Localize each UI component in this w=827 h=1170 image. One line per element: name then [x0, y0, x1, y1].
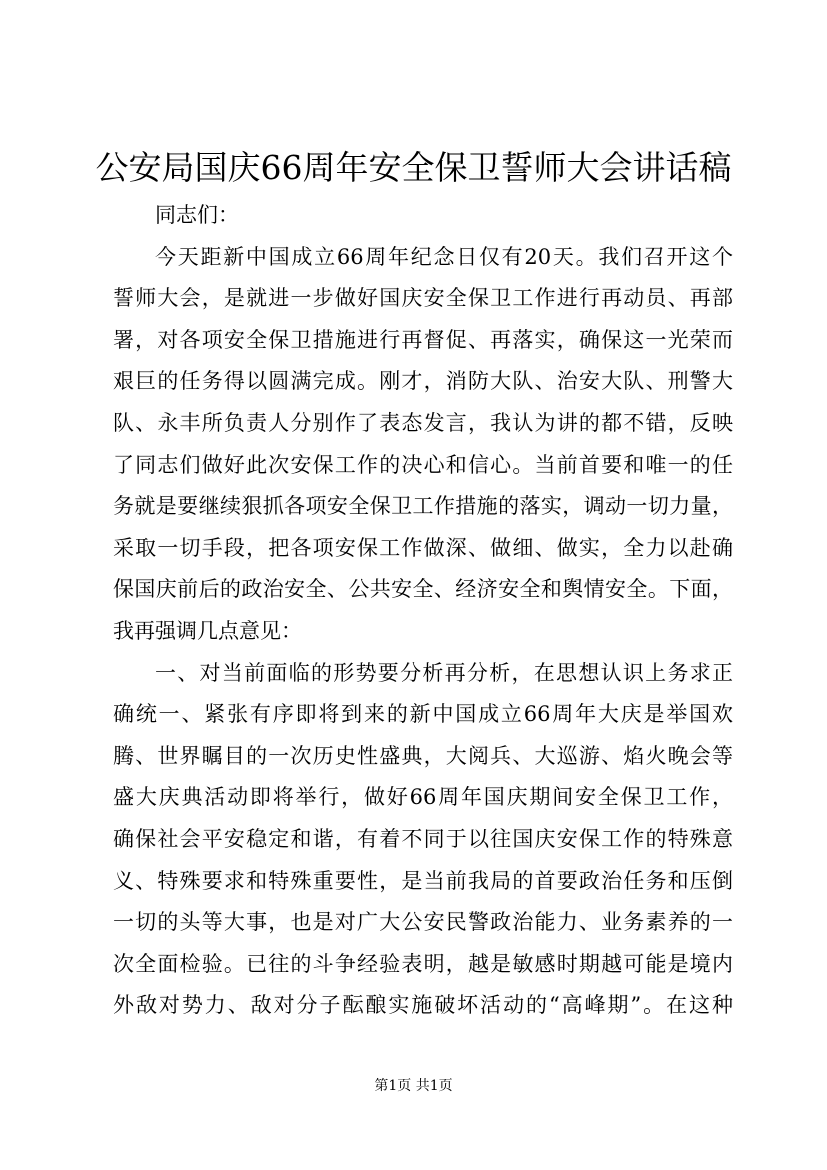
paragraph-line: 确保社会平安稳定和谐，有着不同于以往国庆安保工作的特殊意	[113, 826, 733, 851]
paragraph-line: 义、特殊要求和特殊重要性，是当前我局的首要政治任务和压倒	[113, 868, 733, 893]
document-title: 公安局国庆66周年安全保卫誓师大会讲话稿	[95, 148, 732, 187]
paragraph-line: 次全面检验。已往的斗争经验表明，越是敏感时期越可能是境内	[113, 951, 733, 976]
paragraph-line: 外敌对势力、敌对分子酝酿实施破坏活动的“高峰期”。在这种	[113, 993, 733, 1018]
document-body	[113, 195, 733, 1027]
paragraph-line: 保国庆前后的政治安全、公共安全、经济安全和舆情安全。下面，	[113, 577, 733, 602]
page-footer: 第1页 共1页	[374, 1078, 453, 1094]
salutation-line: 同志们：	[155, 203, 239, 227]
paragraph-line: 我再强调几点意见：	[113, 618, 302, 643]
paragraph-line: 今天距新中国成立66周年纪念日仅有20天。我们召开这个	[155, 244, 733, 269]
paragraph-line: 采取一切手段，把各项安保工作做深、做细、做实，全力以赴确	[113, 535, 733, 560]
paragraph-line: 务就是要继续狠抓各项安全保卫工作措施的落实，调动一切力量，	[113, 494, 733, 519]
paragraph-line: 队、永丰所负责人分别作了表态发言，我认为讲的都不错，反映	[113, 410, 733, 435]
paragraph-line: 誓师大会，是就进一步做好国庆安全保卫工作进行再动员、再部	[113, 286, 733, 311]
paragraph-line: 了同志们做好此次安保工作的决心和信心。当前首要和唯一的任	[113, 452, 733, 477]
paragraph-line: 盛大庆典活动即将举行，做好66周年国庆期间安全保卫工作，	[113, 785, 733, 810]
paragraph-line: 一、对当前面临的形势要分析再分析，在思想认识上务求正	[155, 660, 733, 685]
paragraph-line: 一切的头等大事，也是对广大公安民警政治能力、业务素养的一	[113, 910, 733, 935]
paragraph-line: 腾、世界瞩目的一次历史性盛典，大阅兵、大巡游、焰火晚会等	[113, 743, 733, 768]
paragraph-line: 艰巨的任务得以圆满完成。刚才，消防大队、治安大队、刑警大	[113, 369, 733, 394]
paragraph-line: 署，对各项安全保卫措施进行再督促、再落实，确保这一光荣而	[113, 327, 733, 352]
paragraph-line: 确统一、紧张有序即将到来的新中国成立66周年大庆是举国欢	[113, 702, 733, 727]
